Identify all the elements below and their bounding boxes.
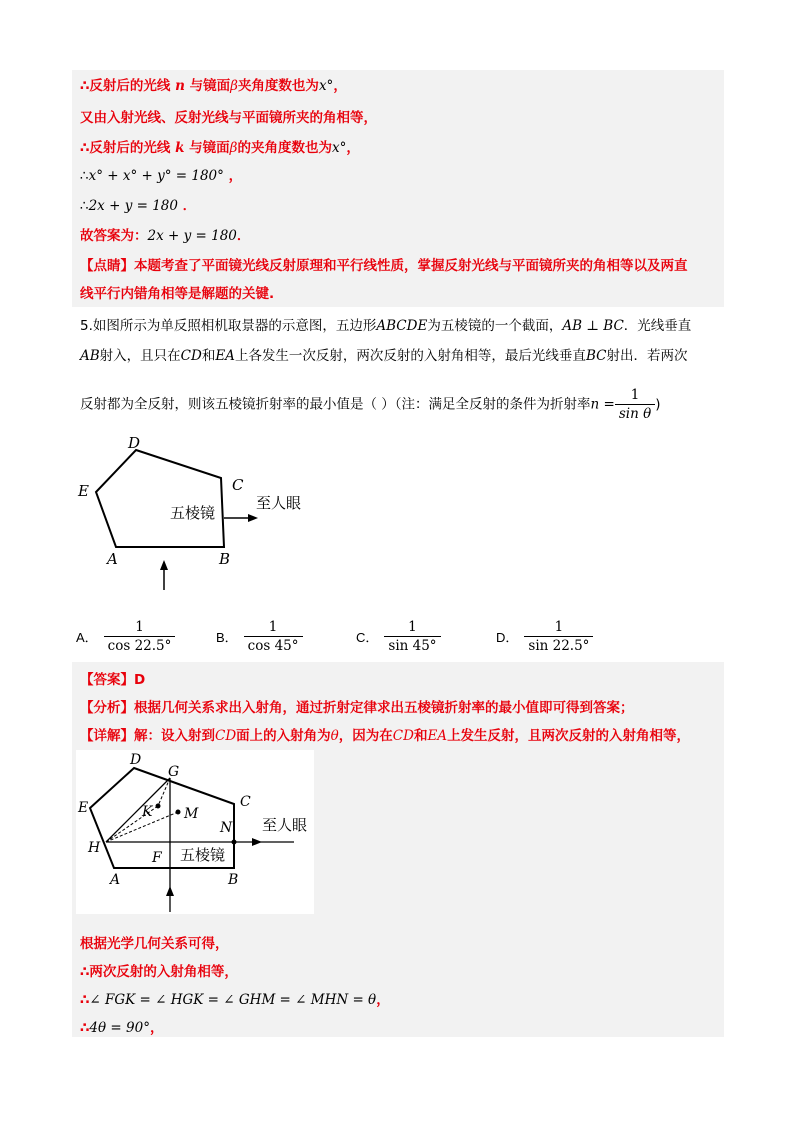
text-line-6: 故答案为：2x + y = 180． — [80, 228, 251, 244]
text-line-3: ∴反射后的光线 k 与镜面β的夹角度数也为x°， — [80, 140, 360, 156]
conclusion-line-3: ∴∠ FGK = ∠ HGK = ∠ GHM = ∠ MHN = θ， — [80, 992, 390, 1008]
option-d[interactable]: D． $\frac{1}{\sin 22.5^\circ}$ — [496, 618, 593, 655]
detail-line: 【详解】解：设入射到CD面上的入射角为θ，因为在CD和EA上发生反射，且两次反射的入射角相等， — [80, 728, 691, 744]
exit-arrowhead — [248, 514, 258, 522]
incident-arrowhead — [166, 886, 174, 896]
label2-D: D — [130, 752, 142, 768]
label-C: C — [232, 476, 244, 494]
conclusion-line-2: ∴两次反射的入射角相等， — [80, 964, 238, 980]
text-line-1: ∴反射后的光线 n 与镜面β夹角度数也为x°， — [80, 78, 347, 94]
pentaprism-figure — [76, 436, 316, 596]
prism-outline — [96, 450, 224, 547]
option-b[interactable]: B． $\frac{1}{\cos 45^\circ}$ — [216, 618, 303, 655]
question-line-1: 5.如图所示为单反照相机取景器的示意图，五边形ABCDE为五棱镜的一个截面，AB ⊥ BC．光线垂直 — [80, 318, 692, 334]
label2-N: N — [220, 820, 233, 836]
prism-label: 五棱镜 — [170, 504, 216, 522]
exit-arrowhead-2 — [252, 838, 262, 846]
label2-G: G — [168, 764, 180, 780]
ray-GH — [106, 778, 170, 842]
label2-E: E — [78, 800, 89, 816]
label2-A: A — [110, 872, 121, 888]
label-A: A — [107, 550, 118, 568]
analysis-line: 【分析】根据几何关系求出入射角，通过折射定律求出五棱镜折射率的最小值即可得到答案； — [80, 700, 634, 716]
text-line-7: 【点睛】本题考查了平面镜光线反射原理和平行线性质，掌握反射光线与平面镜所夹的角相等以及两直 — [80, 258, 688, 274]
conclusion-line-1: 根据光学几何关系可得， — [80, 936, 229, 952]
question-line-3: 反射都为全反射，则该五棱镜折射率的最小值是（ ）（注：满足全反射的条件为折射率n = $\frac{1}{\text{sin θ}}$ ) — [80, 387, 661, 422]
option-c[interactable]: C． $\frac{1}{\sin 45^\circ}$ — [356, 618, 441, 655]
point-M — [176, 810, 181, 815]
label2-F: F — [152, 850, 162, 866]
text-line-8: 线平行内错角相等是解题的关键. — [80, 286, 275, 302]
eye-label-2: 至人眼 — [262, 816, 308, 834]
eye-label: 至人眼 — [256, 494, 302, 512]
answer-line: 【答案】D — [80, 672, 146, 688]
point-K — [156, 804, 161, 809]
point-N — [232, 840, 237, 845]
label2-H: H — [88, 840, 101, 856]
conclusion-line-4: ∴4θ = 90°， — [80, 1020, 164, 1036]
entry-arrowhead — [160, 560, 168, 570]
label-B: B — [219, 550, 231, 568]
label2-C: C — [240, 794, 251, 810]
label2-B: B — [228, 872, 239, 888]
label2-M: M — [184, 806, 199, 822]
normal-GK — [158, 778, 170, 806]
text-line-4: ∴x° + x° + y° = 180° ， — [80, 168, 243, 184]
label2-K: K — [142, 804, 153, 820]
label-D: D — [128, 436, 141, 452]
text-line-5: ∴2x + y = 180 ． — [80, 198, 197, 214]
label-E: E — [78, 482, 89, 500]
option-a[interactable]: A． $\frac{1}{\cos 22.5^\circ}$ — [76, 618, 175, 655]
text-line-2: 又由入射光线、反射光线与平面镜所夹的角相等， — [80, 110, 377, 126]
prism-label-2: 五棱镜 — [180, 846, 226, 864]
pentaprism-solution-figure — [76, 750, 314, 914]
condition-fraction: $\frac{1}{\text{sin θ}}$ — [615, 386, 655, 423]
question-line-2: AB射入，且只在CD和EA上各发生一次反射，两次反射的入射角相等，最后光线垂直BC射出．若两次 — [80, 348, 688, 364]
